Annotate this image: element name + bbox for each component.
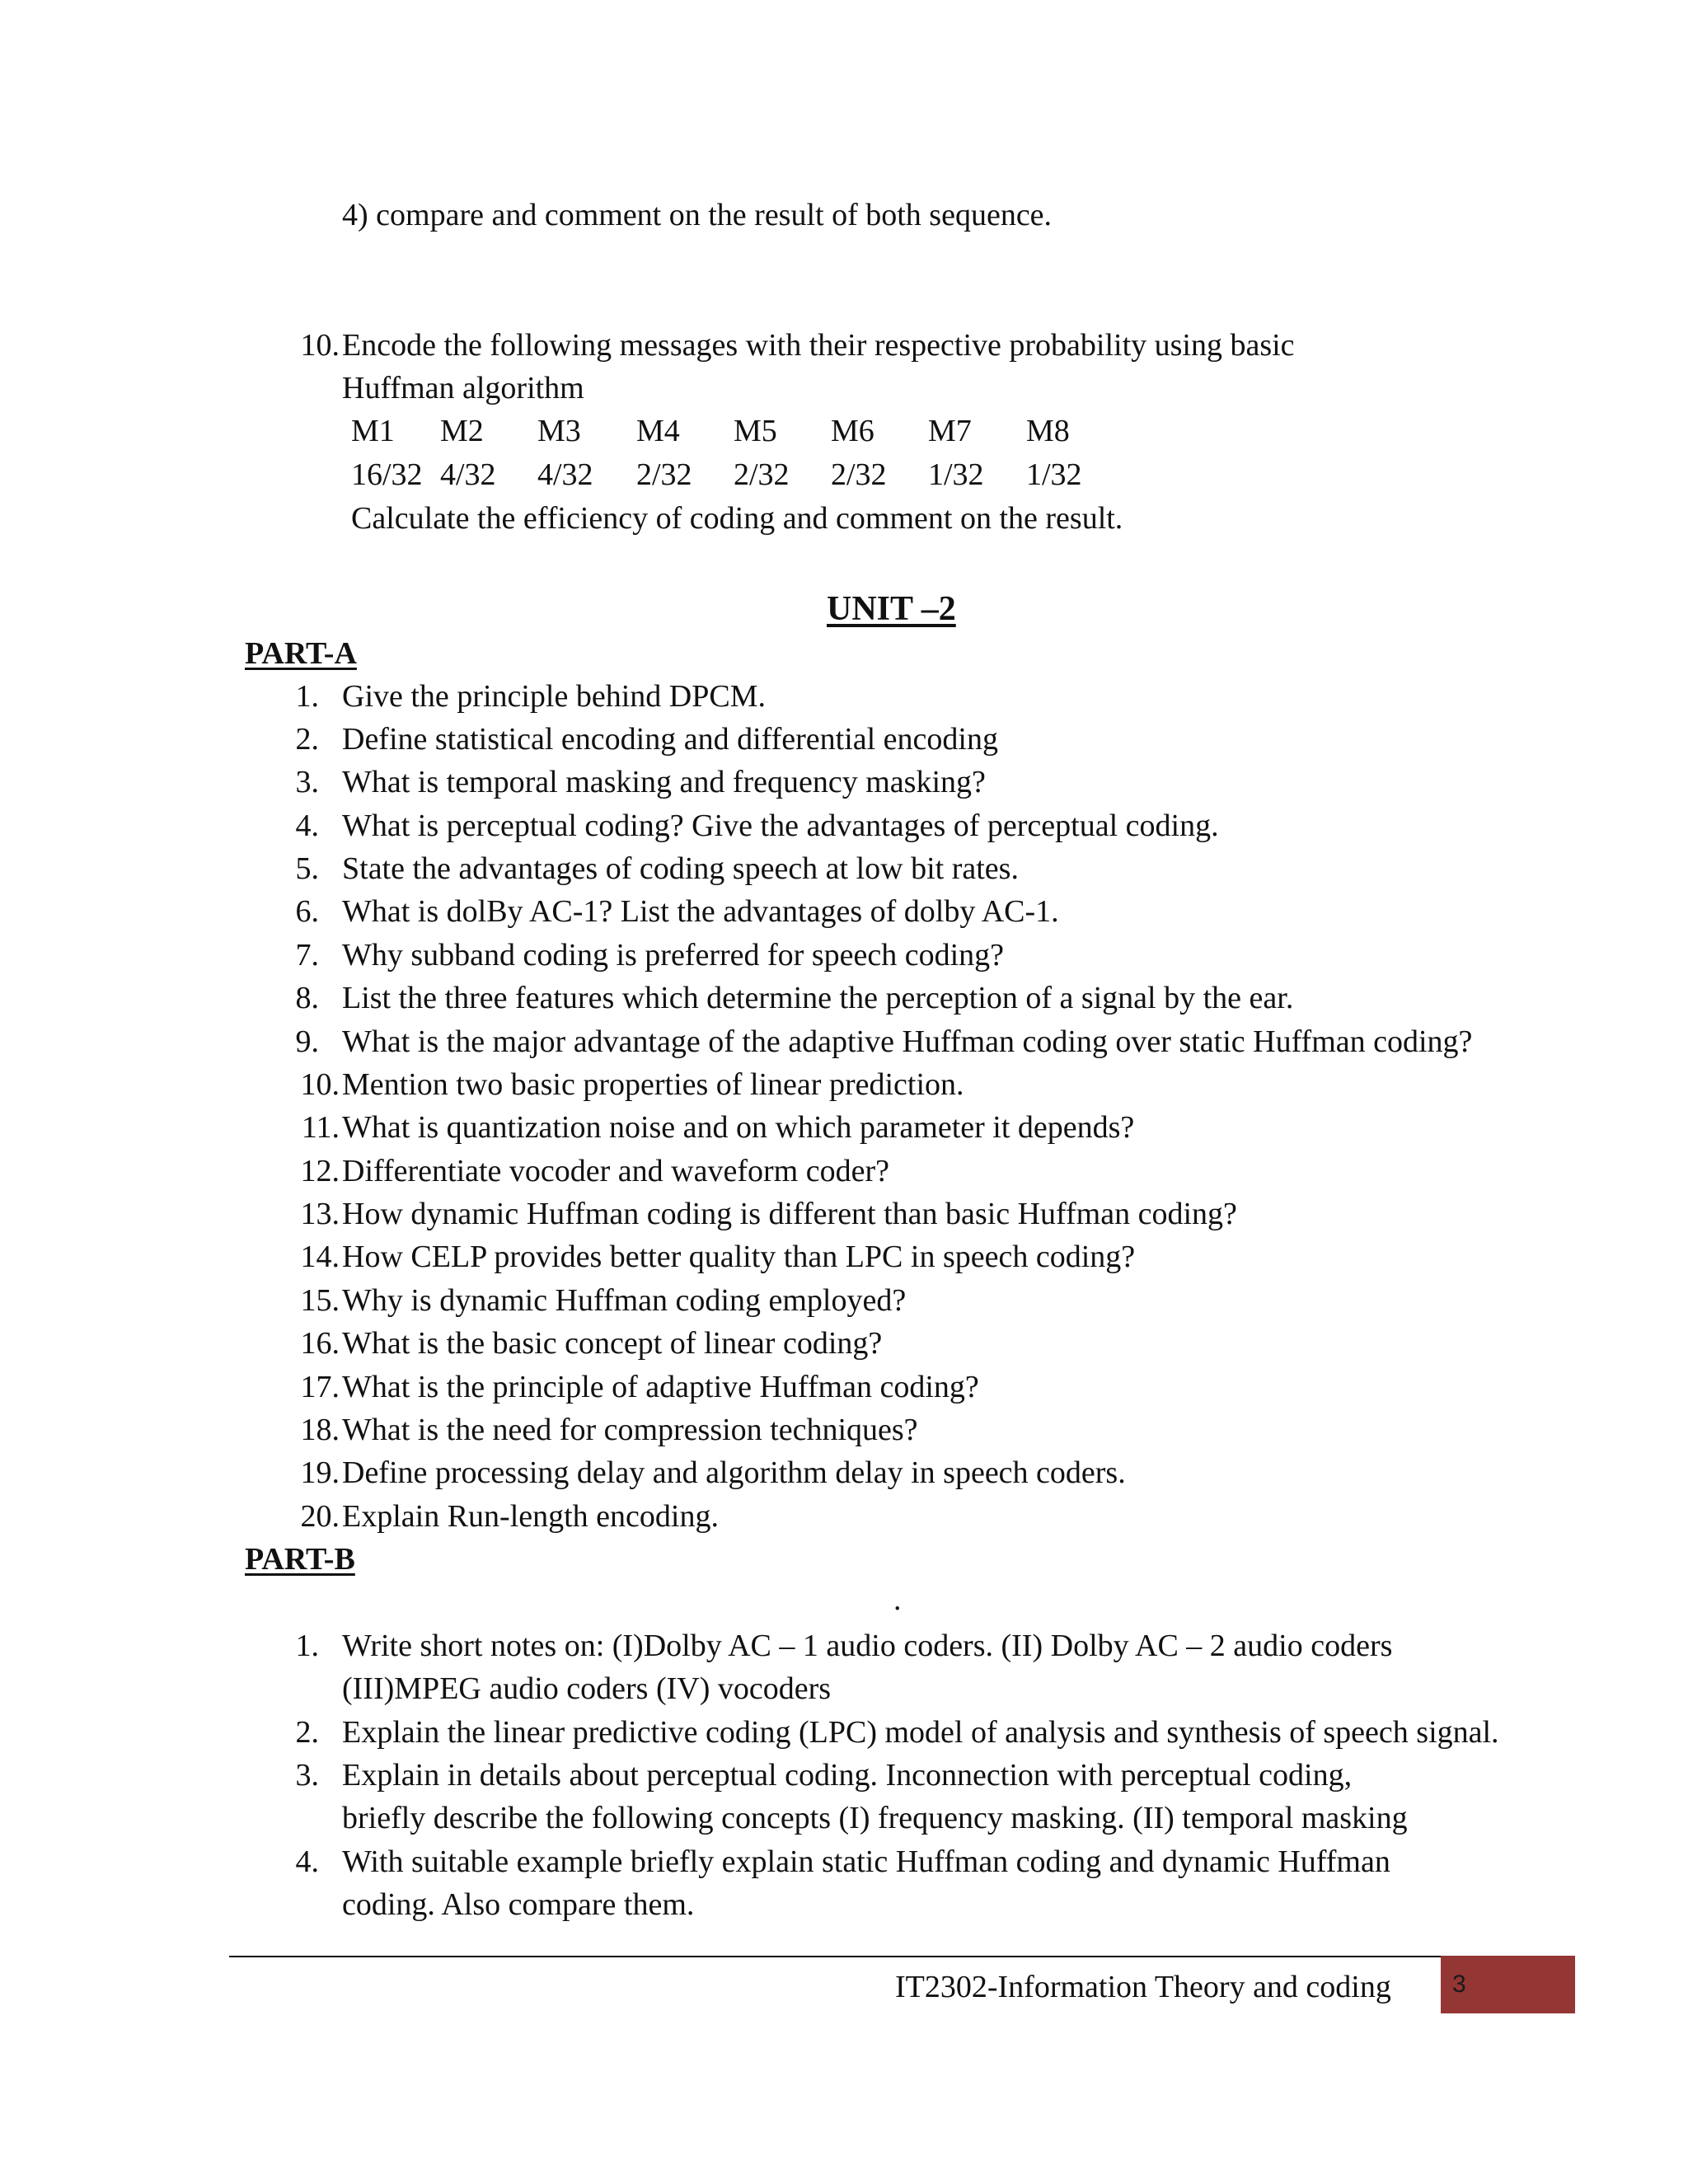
list-item-number: 16. — [300, 1326, 340, 1361]
list-item-number: 4. — [295, 808, 319, 843]
list-item-number: 13. — [300, 1197, 340, 1231]
list-item: What is the principle of adaptive Huffman coding? — [342, 1370, 979, 1404]
probability-value: 2/32 — [831, 457, 887, 492]
list-item-number: 1. — [295, 1629, 319, 1663]
list-item: What is temporal masking and frequency masking? — [342, 765, 986, 799]
question-10-line-2: Huffman algorithm — [342, 371, 584, 405]
list-item-number: 9. — [295, 1024, 319, 1059]
list-item-number: 11. — [301, 1110, 340, 1145]
list-item-number: 10. — [300, 1067, 340, 1102]
list-item: Why subband coding is preferred for speech coding? — [342, 938, 1004, 972]
footer-course-title: IT2302-Information Theory and coding — [895, 1970, 1391, 2004]
list-item-number: 5. — [295, 851, 319, 886]
page-number-badge — [1441, 1956, 1575, 2013]
part-b-heading: PART-B — [245, 1542, 355, 1577]
message-label: M6 — [831, 414, 874, 448]
list-item: What is dolBy AC-1? List the advantages of dolby AC-1. — [342, 894, 1059, 929]
list-item-number: 14. — [300, 1240, 340, 1274]
question-9-subitem-4: 4) compare and comment on the result of both sequence. — [342, 198, 1053, 232]
list-item: With suitable example briefly explain static Huffman coding and dynamic Huffman — [342, 1844, 1390, 1879]
probability-value: 4/32 — [537, 457, 593, 492]
message-label: M2 — [440, 414, 484, 448]
list-item-number: 6. — [295, 894, 319, 929]
message-label: M8 — [1026, 414, 1070, 448]
list-item: What is the major advantage of the adaptive Huffman coding over static Huffman coding? — [342, 1024, 1473, 1059]
list-item: Mention two basic properties of linear prediction. — [342, 1067, 964, 1102]
list-item: What is perceptual coding? Give the advantages of perceptual coding. — [342, 808, 1219, 843]
message-label: M5 — [734, 414, 777, 448]
list-item: State the advantages of coding speech at low bit rates. — [342, 851, 1019, 886]
message-label: M4 — [636, 414, 680, 448]
list-item: Differentiate vocoder and waveform coder? — [342, 1154, 889, 1188]
list-item-continuation: coding. Also compare them. — [342, 1887, 695, 1922]
list-item-number: 20. — [300, 1499, 340, 1534]
list-item-number: 8. — [295, 981, 319, 1015]
list-item: What is the basic concept of linear coding? — [342, 1326, 883, 1361]
list-item: What is the need for compression techniques? — [342, 1413, 918, 1447]
list-item: Define processing delay and algorithm delay in speech coders. — [342, 1455, 1126, 1490]
list-item-number: 3. — [295, 1758, 319, 1793]
message-label: M3 — [537, 414, 581, 448]
list-item-number: 7. — [295, 938, 319, 972]
footer-rule — [229, 1956, 1441, 1957]
list-item-number: 19. — [300, 1455, 340, 1490]
list-item: Give the principle behind DPCM. — [342, 679, 766, 714]
list-item-number: 1. — [295, 679, 319, 714]
message-label: M1 — [351, 414, 395, 448]
list-item: How dynamic Huffman coding is different than basic Huffman coding? — [342, 1197, 1237, 1231]
list-item-number: 3. — [295, 765, 319, 799]
stray-dot: . — [893, 1582, 902, 1617]
list-item: Explain Run-length encoding. — [342, 1499, 719, 1534]
list-item-number: 18. — [300, 1413, 340, 1447]
list-item-continuation: briefly describe the following concepts (I) frequency masking. (II) temporal masking — [342, 1801, 1408, 1835]
list-item-number: 15. — [300, 1283, 340, 1318]
list-item-number: 12. — [300, 1154, 340, 1188]
probability-value: 16/32 — [351, 457, 423, 492]
list-item: List the three features which determine the perception of a signal by the ear. — [342, 981, 1294, 1015]
question-10-line-3: Calculate the efficiency of coding and comment on the result. — [351, 501, 1123, 536]
message-label: M7 — [928, 414, 972, 448]
list-item: What is quantization noise and on which parameter it depends? — [342, 1110, 1135, 1145]
list-item: Explain the linear predictive coding (LPC) model of analysis and synthesis of speech signal. — [342, 1715, 1499, 1750]
list-item-number: 2. — [295, 1715, 319, 1750]
probability-value: 4/32 — [440, 457, 496, 492]
list-item: Define statistical encoding and differential encoding — [342, 722, 998, 757]
page-number: 3 — [1452, 1971, 1466, 1998]
part-a-heading: PART-A — [245, 636, 357, 671]
probability-value: 1/32 — [928, 457, 984, 492]
unit-title: UNIT –2 — [827, 590, 956, 628]
list-item: Explain in details about perceptual coding. Inconnection with perceptual coding, — [342, 1758, 1353, 1793]
probability-value: 1/32 — [1026, 457, 1082, 492]
question-10-number: 10. — [300, 328, 340, 363]
list-item-number: 2. — [295, 722, 319, 757]
list-item: How CELP provides better quality than LPC in speech coding? — [342, 1240, 1136, 1274]
question-10-line-1: Encode the following messages with their respective probability using basic — [342, 328, 1295, 363]
list-item-number: 17. — [300, 1370, 340, 1404]
list-item-continuation: (III)MPEG audio coders (IV) vocoders — [342, 1671, 832, 1706]
probability-value: 2/32 — [636, 457, 692, 492]
list-item: Write short notes on: (I)Dolby AC – 1 audio coders. (II) Dolby AC – 2 audio coders — [342, 1629, 1393, 1663]
list-item-number: 4. — [295, 1844, 319, 1879]
list-item: Why is dynamic Huffman coding employed? — [342, 1283, 907, 1318]
probability-value: 2/32 — [734, 457, 790, 492]
